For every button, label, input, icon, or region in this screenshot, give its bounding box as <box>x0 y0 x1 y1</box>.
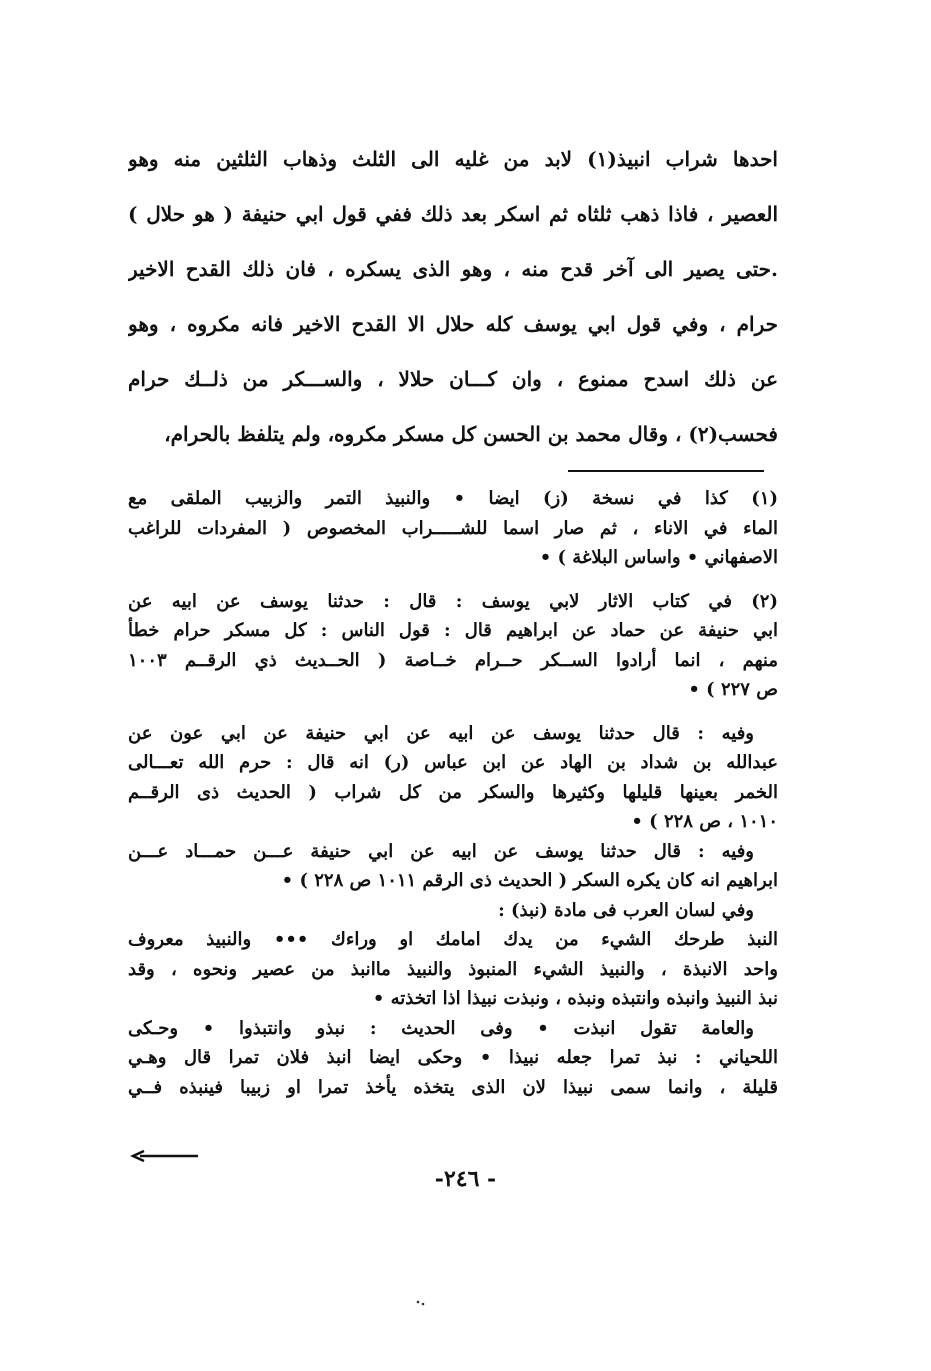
footnotes-block <box>128 484 778 1102</box>
footnote-line: ١٠١٠ ، ص ٢٢٨ ) • <box>631 811 778 832</box>
main-text-line: فحسب(٢) ، وقال محمد بن الحسن كل مسكر مكروه، ولم يتلفظ بالحرام، <box>164 422 778 446</box>
main-text-line: احدها شراب انبيذ(١) لابد من غليه الى الثلث وذهاب الثلثين منه وهو <box>128 147 778 171</box>
footnote-line: الماء في الاناء ، ثم صار اسما للشـــــراب المخصوص ( المفردات للراغب <box>128 517 778 539</box>
left-arrow-icon <box>130 1150 200 1162</box>
footnote-line: وفيه : قال حدثنا يوسف عن ابيه عن ابي حنيفة عن ابي عون عن <box>128 722 754 744</box>
footnote-line: نبذ النبيذ وانبذه وانتبذه ونبذه ، ونبذت نبيذا اذا اتخذته • <box>372 988 778 1009</box>
main-text-line: .حتى يصير الى آخر قدح منه ، وهو الذى يسكره ، فان ذلك القدح الاخير <box>128 257 778 281</box>
main-text-line: عن ذلك اسدح ممنوع ، وان كـــان حلالا ، والســـكر من ذلــك حرام <box>128 367 778 391</box>
footnote-line: منهم ، انما أرادوا الســكر حــرام خــاصة ( الحــديث ذي الرقــم ١٠٠٣ <box>128 649 778 671</box>
footnote-line: الاصفهاني • واساس البلاغة ) • <box>539 547 778 568</box>
footnote-line: النبذ طرحك الشيء من يدك امامك او وراءك ••• والنبيذ معروف <box>128 929 778 950</box>
footnote-line: واحد الانبذة ، والنبيذ الشيء المنبوذ والنبيذ ماانبذ من عصير ونحوه ، وقد <box>128 958 778 980</box>
footnote-line: ابي حنيفة عن حماد عن ابراهيم قال : قول الناس : كل مسكر حرام خطأ <box>128 620 778 641</box>
footnote-line: (١) كذا في نسخة (ز) ايضا • والنبيذ التمر والزبيب الملقى مع <box>128 488 778 509</box>
footnote-line: اللحياني : نبذ تمرا جعله نبيذا • وحكى ايضا انبذ فلان تمرا قال وهـي <box>128 1047 778 1068</box>
main-text-line: العصير ، فاذا ذهب ثلثاه ثم اسكر بعد ذلك ففي قول ابي حنيفة ( هو حلال ) <box>128 202 778 226</box>
footnote-line: (٢) في كتاب الاثار لابي يوسف : قال : حدثنا يوسف عن ابيه عن <box>128 590 778 612</box>
scan-speck <box>416 1300 426 1306</box>
footnote-line: وفيه : قال حدثنا يوسف عن ابيه عن ابي حنيفة عـــن حمـــاد عـــن <box>128 840 754 862</box>
footnote-line: الخمر بعينها قليلها وكثيرها والسكر من كل شراب ( الحديث ذى الرقــم <box>128 781 778 803</box>
footnote-line: ص ٢٢٧ ) • <box>688 679 778 700</box>
page-number: - ٢٤٦- <box>434 1166 497 1192</box>
main-text-line: حرام ، وفي قول ابي يوسف كله حلال الا القدح الاخير فانه مكروه ، وهو <box>128 312 778 336</box>
footnote-line: والعامة تقول انبذت • وفى الحديث : نبذو وانتبذوا • وحـكى <box>128 1017 754 1039</box>
footnote-line: قليلة ، وانما سمى نبيذا لان الذى يتخذه يأخذ تمرا او زبيبا فينبذه فــي <box>128 1076 778 1098</box>
footnote-separator <box>568 470 764 472</box>
footnote-line: وفي لسان العرب فى مادة (نبذ) : <box>498 899 754 921</box>
main-text-block <box>128 132 778 462</box>
footnote-line: عبدالله بن شداد بن الهاد عن ابن عباس (ر) انه قال : حرم الله تعـــالى <box>128 752 778 773</box>
footnote-line: ابراهيم انه كان يكره السكر ( الحديث ذى الرقم ١٠١١ ص ٢٢٨ ) • <box>281 870 778 891</box>
